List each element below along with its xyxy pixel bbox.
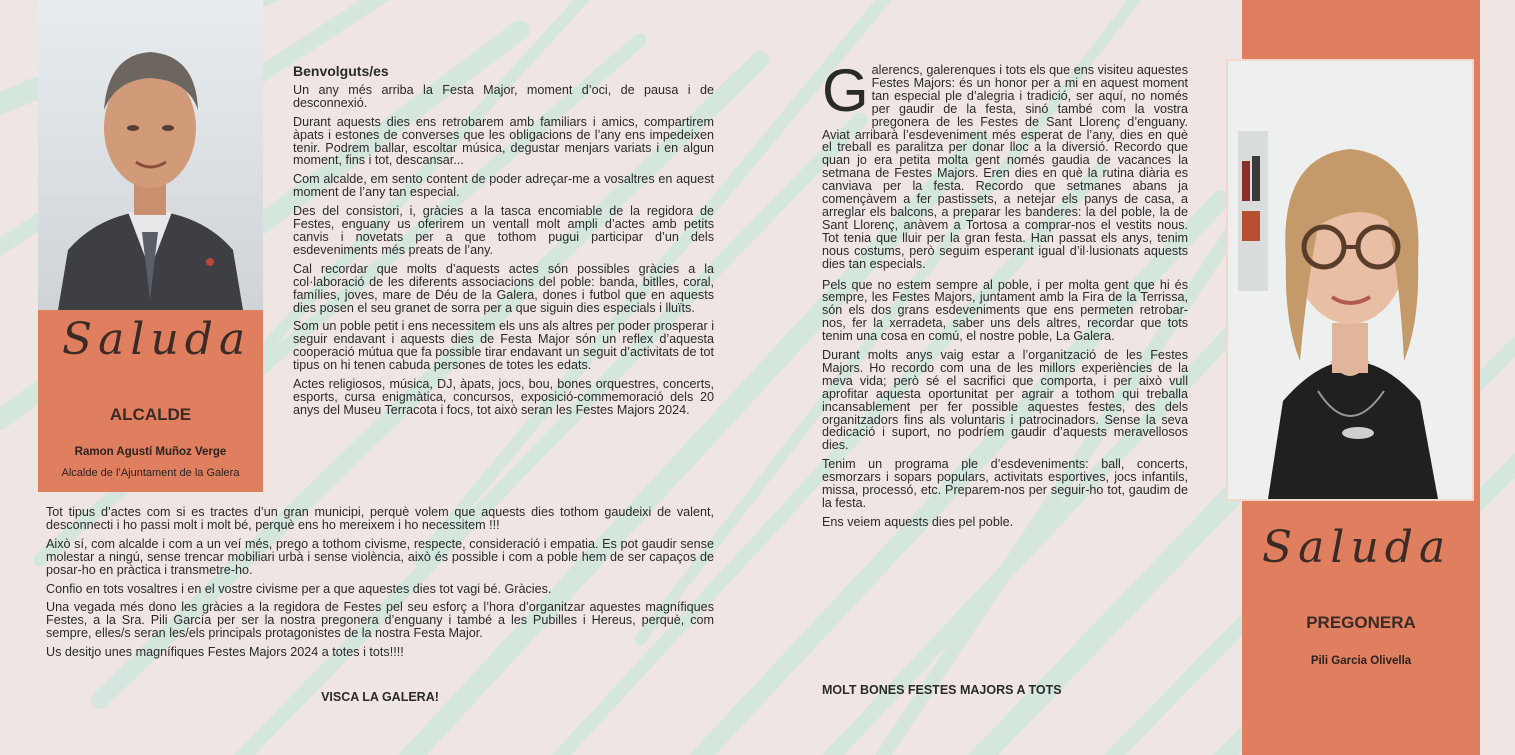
paragraph: Tenim un programa ple d’esdeveniments: ball, concerts, esmorzars i sopars populars, activitats esportives, jocs infantils, missa, processó, etc. Preparem-nos per seguir-ho tot, gaudim de la festa. [822, 457, 1188, 510]
pregonera-name: Pili Garcia Olivella [1310, 655, 1412, 667]
paragraph: Durant aquests dies ens retrobarem amb familiars i amics, compartirem àpats i estones de converses que les obligacions de l’any ens impedeixen tenir. Podrem ballar, escoltar música, degustar menjars variats i en algun moment, fins i tot, descansar... [293, 114, 714, 168]
paragraph: Tot tipus d’actes com si es tractes d’un gran municipi, perquè volem que aquests dies tothom gaudeixi de valent, desconnecti i ho passi molt i molt bé, perquè ens ho mereixem i ho necessitem !!! [46, 505, 714, 532]
right-closing: MOLT BONES FESTES MAJORS A TOTS [822, 683, 1062, 697]
paragraph: Som un poble petit i ens necessitem els uns als altres per poder prosperar i seguir endavant i aquests dies de Festa Major són un reflex d’aquesta cooperació mútua que fa possible tirar endavant un seguit d’activitats de tot tipus on hi tenen cabuda persones de totes les edats. [293, 319, 714, 373]
paragraph [822, 57, 1188, 271]
greeting: Benvolguts/es [293, 63, 389, 79]
paragraph: Cal recordar que molts d’aquests actes són possibles gràcies a la col·laboració de les diferents associacions del poble: banda, bitlles, coral, famílies, joves, mare de Déu de la Galera, dones i futbol que en aquests dies posen el seu granet de sorra per a que siguin dies especials i lluïts. [293, 261, 714, 315]
paragraph: Això sí, com alcalde i com a un veí més, prego a tothom civisme, respecte, consideració i empatia. Es pot gaudir sense molestar a ningú, sense trencar mobiliari urbà i sense violència, això és possible i com a poble hem de ser capaços de posar-ho en pràctica i transmetre-ho. [46, 536, 714, 577]
left-text-column-top [293, 65, 714, 423]
paragraph: Durant molts anys vaig estar a l’organització de les Festes Majors. Ho recordo com una de les millors experiències de la meva vida; però sé el sacrifici que comporta, i per això vull aprofitar aquesta oportunitat per agrair a tothom qui treballa incansablement per fer possible aquestes festes, des dels organitzadors fins als voluntaris i patrocinadors. Sense la seva dedicació i suport, no podríem gaudir d’aquests meravellosos dies. [822, 348, 1188, 453]
first-paragraph-text: alerencs, galerenques i tots els que ens visiteu aquestes Festes Majors: és un honor per a mi en aquest moment tan especial ple d’alegria i tradició, ser aquí, no només per gaudir de la festa, sinó també com la vostra pregonera de les Festes de Sant Llorenç d’enguany. Aviat arribarà l’esdeveniment més esperat de l’any, dies en què el treball es paralitza per donar lloc a la diversió. Recordo que quan jo era petita molta gent només gaudia de vacances la setmana de Festes Majors. Eren dies en què la rutina diària es canviava per la festa. Recordo que setmanes abans ja començàvem a fer pastissets, a netejar els panys de casa, a arreglar els balcons, a preparar les banderes: la del poble, la de Sant Llorenç, anàvem a Tortosa a comprar-nos el vestits nous. Tot tenia que lluir per la gran festa. Han passat els anys, tenim nous costums, però seguim esperant igual d’il·lusionats aquests dies tan especials. [822, 63, 1188, 271]
left-heading-alcalde: ALCALDE [109, 405, 192, 424]
left-closing: VISCA LA GALERA! [321, 690, 439, 704]
paragraph: Us desitjo unes magnífiques Festes Majors 2024 a totes i tots!!!! [46, 645, 404, 660]
right-text-column [822, 57, 1188, 535]
right-heading-pregonera: PREGONERA [1306, 613, 1416, 632]
paragraph: Com alcalde, em sento content de poder adreçar-me a vosaltres en aquest moment de l’any tan especial. [293, 172, 714, 200]
right-script-saluda: Saluda [1262, 522, 1452, 573]
mayor-photo [38, 0, 263, 310]
pregonera-photo [1226, 59, 1474, 501]
mayor-role: Alcalde de l’Ajuntament de la Galera [61, 467, 240, 479]
paragraph: Una vegada més dono les gràcies a la regidora de Festes pel seu esforç a l’hora d’organitzar aquestes magnífiques Festes, a la Sra. Pili García per ser la nostra pregonera d’enguany i també a les Pubilles i Hereus, perquè, com sempre, elles/s seran les/els principals protagonistes de la nostra Festa Major. [46, 600, 714, 641]
left-text-column-bottom [46, 506, 714, 665]
paragraph: Des del consistori, i, gràcies a la tasca encomiable de la regidora de Festes, enguany us oferirem un ventall molt ampli d’actes amb petits canvis i novetats per a que tothom pugui participar d’un dels esdeveniments més preats de l’any. [293, 204, 714, 257]
paragraph: Pels que no estem sempre al poble, i per molta gent que hi és sempre, les Festes Majors, juntament amb la Fira de la Terrissa, són els dos grans esdeveniments que ens permeten retrobar-nos, fer la xerradeta, saber uns dels altres, recordar que tots tenim una cosa en comú, el nostre poble, La Galera. [822, 277, 1188, 344]
paragraph: Confio en tots vosaltres i en el vostre civisme per a que aquestes dies tot vagi bé. Gràcies. [46, 581, 552, 596]
left-script-saluda: Saluda [62, 314, 252, 365]
mayor-name: Ramon Agustí Muñoz Verge [74, 446, 227, 458]
paragraph: Un any més arriba la Festa Major, moment d’oci, de pausa i de desconnexió. [293, 82, 714, 110]
dropcap: G [822, 57, 869, 124]
paragraph: Ens veiem aquests dies pel poble. [822, 514, 1014, 529]
paragraph: Actes religiosos, música, DJ, àpats, jocs, bou, bones orquestres, concerts, esports, cursa enigmàtica, concursos, exposició-commemoració dels 20 anys del Museu Terracota i focs, tot això seran les Festes Majors 2024. [293, 377, 714, 417]
